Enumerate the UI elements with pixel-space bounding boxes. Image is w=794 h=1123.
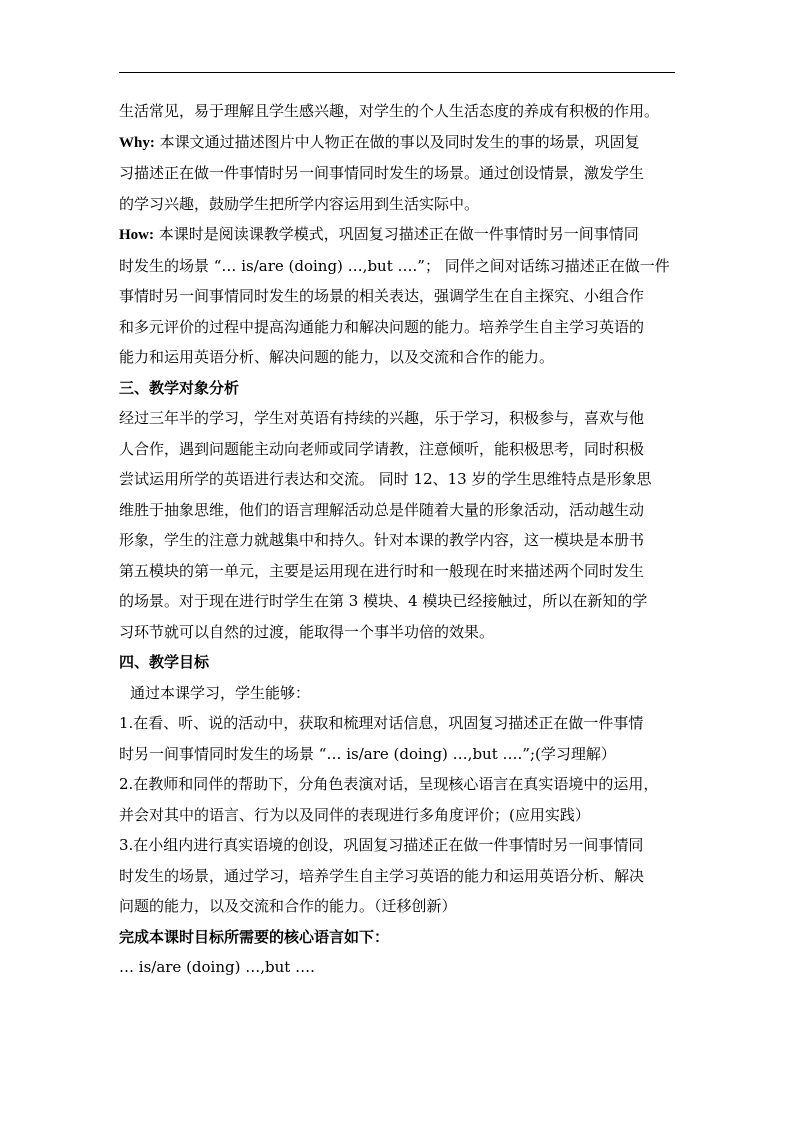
paragraph-line: 和多元评价的过程中提高沟通能力和解决问题的能力。培养学生自主学习英语的 [119,317,645,336]
document-body [119,96,679,983]
section-heading-student-analysis: 三、教学对象分析 [119,378,240,397]
paragraph-line: 经过三年半的学习，学生对英语有持续的兴趣，乐于学习，积极参与，喜欢与他 [119,409,645,427]
paragraph-line: 事情时另一间事情同时发生的场景的相关表达，强调学生在自主探究、小组合作 [119,287,645,305]
core-language-heading: 完成本课时目标所需要的核心语言如下： [119,927,390,946]
paragraph-line: 的学习兴趣，鼓励学生把所学内容运用到生活实际中。 [119,194,480,213]
goal-item-3: 3.在小组内进行真实语境的创设，巩固复习描述正在做一件事情时另一间事情同 [119,836,644,854]
paragraph-line: 人合作，遇到问题能主动向老师或同学请教，注意倾听，能积极思考，同时积极 [119,439,645,458]
how-label: How: [119,227,154,243]
goal-item-1-cont: 时另一间事情同时发生的场景 “… is/are (doing) …,but ….”;(学习理解） [119,744,616,763]
why-line [119,127,679,159]
paragraph-line: 习环节就可以自然的过渡，能取得一个事半功倍的效果。 [119,622,495,641]
goal-item-2-cont: 并会对其中的语言、行为以及同伴的表现进行多角度评价；(应用实践） [119,805,590,824]
paragraph-line: 尝试运用所学的英语进行表达和交流。 同时 12、13 岁的学生思维特点是形象思 [119,470,652,488]
goals-intro: 通过本课学习，学生能够： [130,683,311,702]
why-label: Why: [119,134,155,151]
paragraph-line: 能力和运用英语分析、解决问题的能力，以及交流和合作的能力。 [119,348,555,366]
goal-item-2: 2.在教师和同伴的帮助下，分角色表演对话，呈现核心语言在真实语境中的运用， [119,775,659,793]
goal-item-1: 1.在看、听、说的活动中，获取和梳理对话信息，巩固复习描述正在做一件事情 [119,714,644,732]
paragraph-line: 的场景。对于现在进行时学生在第 3 模块、4 模块已经接触过，所以在新知的学 [119,592,648,610]
section-heading-teaching-goals: 四、教学目标 [119,653,210,671]
how-line [119,219,679,251]
goal-item-3-cont: 问题的能力，以及交流和合作的能力。（迁移创新） [119,897,457,915]
why-text: 本课文通过描述图片中人物正在做的事以及同时发生的事的场景，巩固复 [154,132,640,151]
core-language-pattern: … is/are (doing) …,but …. [119,958,315,976]
paragraph-line: 时发生的场景 “… is/are (doing) …,but ….”； 同伴之间对话练习描述正在做一件 [119,256,670,275]
header-rule [119,72,675,73]
paragraph-line: 维胜于抽象思维，他们的语言理解活动总是伴随着大量的形象活动，活动越生动 [119,500,645,519]
paragraph-line: 第五模块的第一单元，主要是运用现在进行时和一般现在时来描述两个同时发生 [119,561,645,580]
goal-item-3-cont: 时发生的场景，通过学习，培养学生自主学习英语的能力和运用英语分析、解决 [119,866,645,885]
how-text: 本课时是阅读课教学模式，巩固复习描述正在做一件事情时另一间事情同 [154,225,639,243]
paragraph-line: 形象，学生的注意力就越集中和持久。针对本课的教学内容，这一模块是本册书 [119,531,645,549]
paragraph-line: 习描述正在做一件事情时另一间事情同时发生的场景。通过创设情景，激发学生 [119,164,645,182]
paragraph-line: 生活常见，易于理解且学生感兴趣，对学生的个人生活态度的养成有积极的作用。 [119,102,660,120]
